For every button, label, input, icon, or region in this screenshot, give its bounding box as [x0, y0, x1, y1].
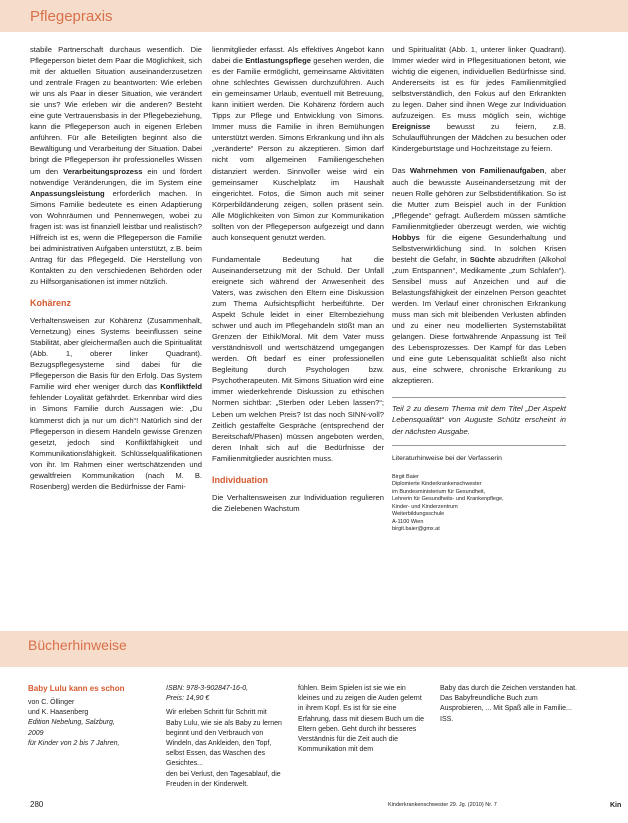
bold-term: Entlastungspflege: [245, 56, 312, 66]
paragraph: Die Verhaltensweisen zur Individuation regulieren die Zielebenen Wachstum: [212, 492, 384, 513]
book-col-3: [298, 684, 426, 755]
author-line: birgit.baier@gmx.at: [392, 526, 440, 533]
footer: [0, 792, 628, 823]
text: stabile Partnerschaft durchaus wesentlich. Die Pflegeperson bietet dem Paar die Möglichkeit, sich mit der aktuellen Situation auseinanderzusetzen und zentrale Fragen zu beantworten: Wie erleben wir uns als Paar in dieser Situation, wie verändert sie uns? Wie erleben wir die anderen? Besteht eine gute Vertrauensbasis in der Pflegebeziehung, kann die Pflegeperson auch in eigenen Erleben anführen. Für alle Beteiligten beginnt also die Bewältigung und Verarbeitung der Situation. Dabei bringt die Pflegeperson ihr professionelles Wissen um den: [30, 45, 202, 176]
book-line: Wir erleben Schritt für Schritt mit Baby Lulu, wie sie als Baby zu lernen beginnt und den Verbrauch von Windeln, das Ankleiden, den Topf, selbst Essen, das Waschen des Gesichtes...: [166, 709, 282, 768]
book-line: und K. Haasenberg: [28, 709, 89, 717]
literature-note: Literaturhinweise bei der Verfasserin: [392, 454, 502, 462]
bold-term: Ereignisse: [392, 122, 431, 132]
page-number: 280: [30, 800, 44, 809]
text: Das: [392, 166, 406, 176]
paragraph: [392, 165, 566, 386]
next-issue-note: Teil 2 zu diesem Thema mit dem Titel „Der Aspekt Lebensqualität“ von Auguste Schütz erscheint in der nächsten Ausgabe.: [392, 397, 566, 445]
text: erforderlich machen. In Simons Familie bedeutete es einen Adaptierung von Wohnräumen und Pennenwegen, wobei zu fragen ist: was ist finanziell leistbar und realistisch? Hilfreich ist es, wenn die Pflegeperson die Familie bei administrativen Aufgaben unterstützt, z.B. beim Antrag für das Pflegegeld. Die Herstellung von Kontakten zu den verschiedenen Behörden oder zu Hilfsorganisationen ist immer nützlich.: [30, 188, 202, 286]
author-line: Kinder- und Kinderzentrum: [392, 503, 458, 510]
book-col-4: [440, 684, 578, 725]
books-heading: Bücherhinweise: [28, 637, 127, 653]
book-line: von C. Öllinger: [28, 699, 75, 706]
text: und Spiritualität (Abb. 1, unterer linker Quadrant). Immer wieder wird in Pflegesituationen betont, wie wichtig die eigenen, individuellen Bedürfnisse sind. Andererseits ist es für jedes Familienmitglied selbstverständlich, den Fokus auf den Erkrankten zu legen. Daher sind ihnen Wege zur Individuation aufzuzeigen. Es muss möglich sein, wichtige: [392, 45, 566, 121]
bold-term: Verarbeitungsprozess: [63, 166, 143, 176]
bold-term: Wahrnehmen von Familienaufgaben: [409, 166, 545, 176]
next-page-fragment: Kin: [610, 802, 622, 809]
bold-term: Süchte: [469, 254, 496, 264]
paragraph: [30, 44, 202, 287]
journal-citation: Kinderkrankenschwester 29. Jg. (2010) Nr. 7: [388, 802, 497, 808]
section-heading: Individuation: [212, 474, 268, 485]
book-line: ISBN: 978-3-902847-16-0,: [166, 685, 249, 692]
book-line: Preis: 14,90 €: [166, 695, 210, 703]
book-line: Das Babyfreundliche Buch zum Ausprobieren, ... Mit Spaß alle in Familie...: [440, 695, 572, 713]
paragraph: [392, 44, 566, 154]
text: Verhaltensweisen zur Kohärenz (Zusammenhalt, Vernetzung) eines Systems beeinflussen seine Stabilität, aber gleichermaßen auch die Spiritualität (Abb. 1, oberer linker Quadrant). Bezugspflegesysteme sind dabei für die Pflegeperson die Basis für den Erfolg. Das System Familie wird eher weniger durch das: [30, 316, 202, 392]
book-col-1: [28, 698, 146, 749]
author-info: [392, 474, 566, 534]
book-line: den bei Verlust, den Tagesablauf, die Freuden in der Kinderwelt.: [166, 770, 281, 788]
author-line: im Bundesministerium für Gesundheit,: [392, 488, 486, 495]
author-line: Birgit Baier: [392, 473, 419, 480]
book-col-2: [166, 684, 284, 790]
book-line: Baby das durch die Zeichen verstanden hat.: [440, 685, 577, 692]
book-title: Baby Lulu kann es schon: [28, 684, 125, 693]
paragraph: [212, 44, 384, 243]
author-line: Lehrerin für Gesundheits- und Krankenpflege,: [392, 496, 504, 503]
bold-term: Konfliktfeld: [160, 382, 202, 392]
author-line: Diplomierte Kinderkrankenschwester: [392, 481, 482, 488]
bold-term: Anpassungsleistung: [30, 188, 105, 198]
column-3: [392, 44, 566, 534]
text: fehlender Loyalität gefährdet. Erkennbar wird dies in Simons Familie durch Aussagen wie: „Du kümmerst dich ja nur um dich“! Natürlich sind der Pflegeperson in diesem Handeln gewisse Grenzen gesetzt, jedoch sind Konfliktfähigkeit und Kommunikationsfähigkeit. Schlüsselqualifikationen von ihr. Im Rahmen einer wertschätzenden und gewaltfreien Kommunikation (nach M. B. Rosenberg) werden die Bedürfnisse der Fami-: [30, 393, 202, 491]
text: , aber auch die bewusste Auseinandersetzung mit der neuen Rolle gehören zur Selbstidentifikation. So ist die Mutter zum Beispiel auch in der Funktion „Pflegende“ gefragt. Außerdem müssen sämtliche Familienmitglieder überzeugt werden, wie wichtig: [392, 166, 566, 231]
book-line: Edition Nebelung, Salzburg,: [28, 719, 115, 727]
section-heading: Kohärenz: [30, 298, 72, 309]
text: für die eigene Gesunderhaltung und Selbstverwirklichung sind. In solchen Krisen besteht die Gefahr, in: [392, 232, 566, 264]
text: ein und fördert notwendige Veränderungen, die im System eine: [30, 166, 202, 187]
paragraph: Fundamentale Bedeutung hat die Auseinandersetzung mit der Schuld. Der Unfall ereignete sich während der Anwesenheit des Vaters, was zwischen den Eltern eine Diskussion zum Thema Aufsichtspflicht herbeiführte. Der Aspekt Schule leidet in einer Elternbeziehung schwer und auch im Pflegehandeln stößt man an Grenzen der Ethik/Moral. Mit dem Vater muss verständnisvoll und wertschätzend umgegangen werden. Oft bedarf es einer professionellen Begleitung durch Psychologen bzw. Psychotherapeuten. Mit Simons Situation wird eine immer wiederkehrende Diskussion zu ethischen Normen sichtbar: „Sterben oder Leben lassen?“; Leben um welchen Preis? Ist das noch SINN-voll? Zeitlich gestaffelte Gespräche (entsprechend der Bereitschaft/Phasen) müssen angeboten werden, deren Inhalt sich auf die Bedürfnisse der Familienmitglieder ausrichten muss.: [212, 254, 384, 463]
book-line: 2009: [28, 729, 44, 737]
text: bewusst zu feiern, z.B. Schulaufführungen der Mädchen zu besuchen oder Kindergeburtstage und Hochzeitstage zu feiern.: [392, 122, 566, 154]
book-line: ISS.: [440, 715, 454, 723]
book-line: für Kinder von 2 bis 7 Jahren,: [28, 739, 120, 747]
column-2: [212, 44, 384, 525]
book-line: fühlen. Beim Spielen ist sie wie ein kleines und zu zeigen die Auden gelernt in ihrem Kopf. Es ist für sie eine Erfahrung, dass mit diesem Buch um die Eltern geben. Geht durch ihr besseres Verständnis für die Zeit auch die Kommunikation mit dem: [298, 685, 425, 754]
section-title: Pflegepraxis: [30, 8, 113, 25]
paragraph: [30, 315, 202, 492]
author-line: Weiterbildungsschule: [392, 511, 445, 518]
text: lienmitglieder erfasst. Als effektives Angebot kann dabei die: [212, 45, 384, 66]
text: gesehen werden, die es der Familie ermöglicht, gemeinsame Aktivitäten ohne schlechtes Gewissen durchzuführen. Auch ein gemeinsamer Urlaub, eventuell mit Betreuung, kann initiiert werden. Die Kohärenz fördern auch Tipps zur Pflege und Entwicklung von Simons. Immer muss die Familie in ihren Bemühungen unterstützt werden. Simons Erkrankung und ihn als „veränderte“ Person zu akzeptieren. Simon darf nicht vom allgemeinen Familiengeschehen distanziert werden. Sinnvoller weise wird ein gemeinsamer Kuschelplatz im Haushalt eingerichtet. Fotos, die Simon auch mit seiner Körperbildänderung zeigen, sollen präsent sein. Alle Möglichkeiten von Simon zur Kommunikation sollten von der Pflegeperson aufgezeigt und dann auch konsequent genutzt werden.: [212, 56, 384, 242]
bold-term: Hobbys: [392, 232, 420, 242]
column-1: [30, 44, 202, 503]
text: abzudriften (Alkohol „zum Entspannen“, Medikamente „zum Schlafen“). Sensibel muss auf Anzeichen und auf die Belastungsfähigkeit der einzelnen Person geachtet werden. Im Verlauf einer chronischen Erkrankung muss man sich mit bleibenden Verlusten abfinden und zu einer neu modellierten Systemstabilität gelangen. Diese fortwährende Anpassung ist Teil des Lebensprozesses. Der Kampf für das Leben und eine gute Lebensqualität schließt also nicht aus, eine schwere, chronische Erkrankung zu akzeptieren.: [392, 254, 566, 386]
author-line: A-1100 Wien: [392, 518, 424, 525]
